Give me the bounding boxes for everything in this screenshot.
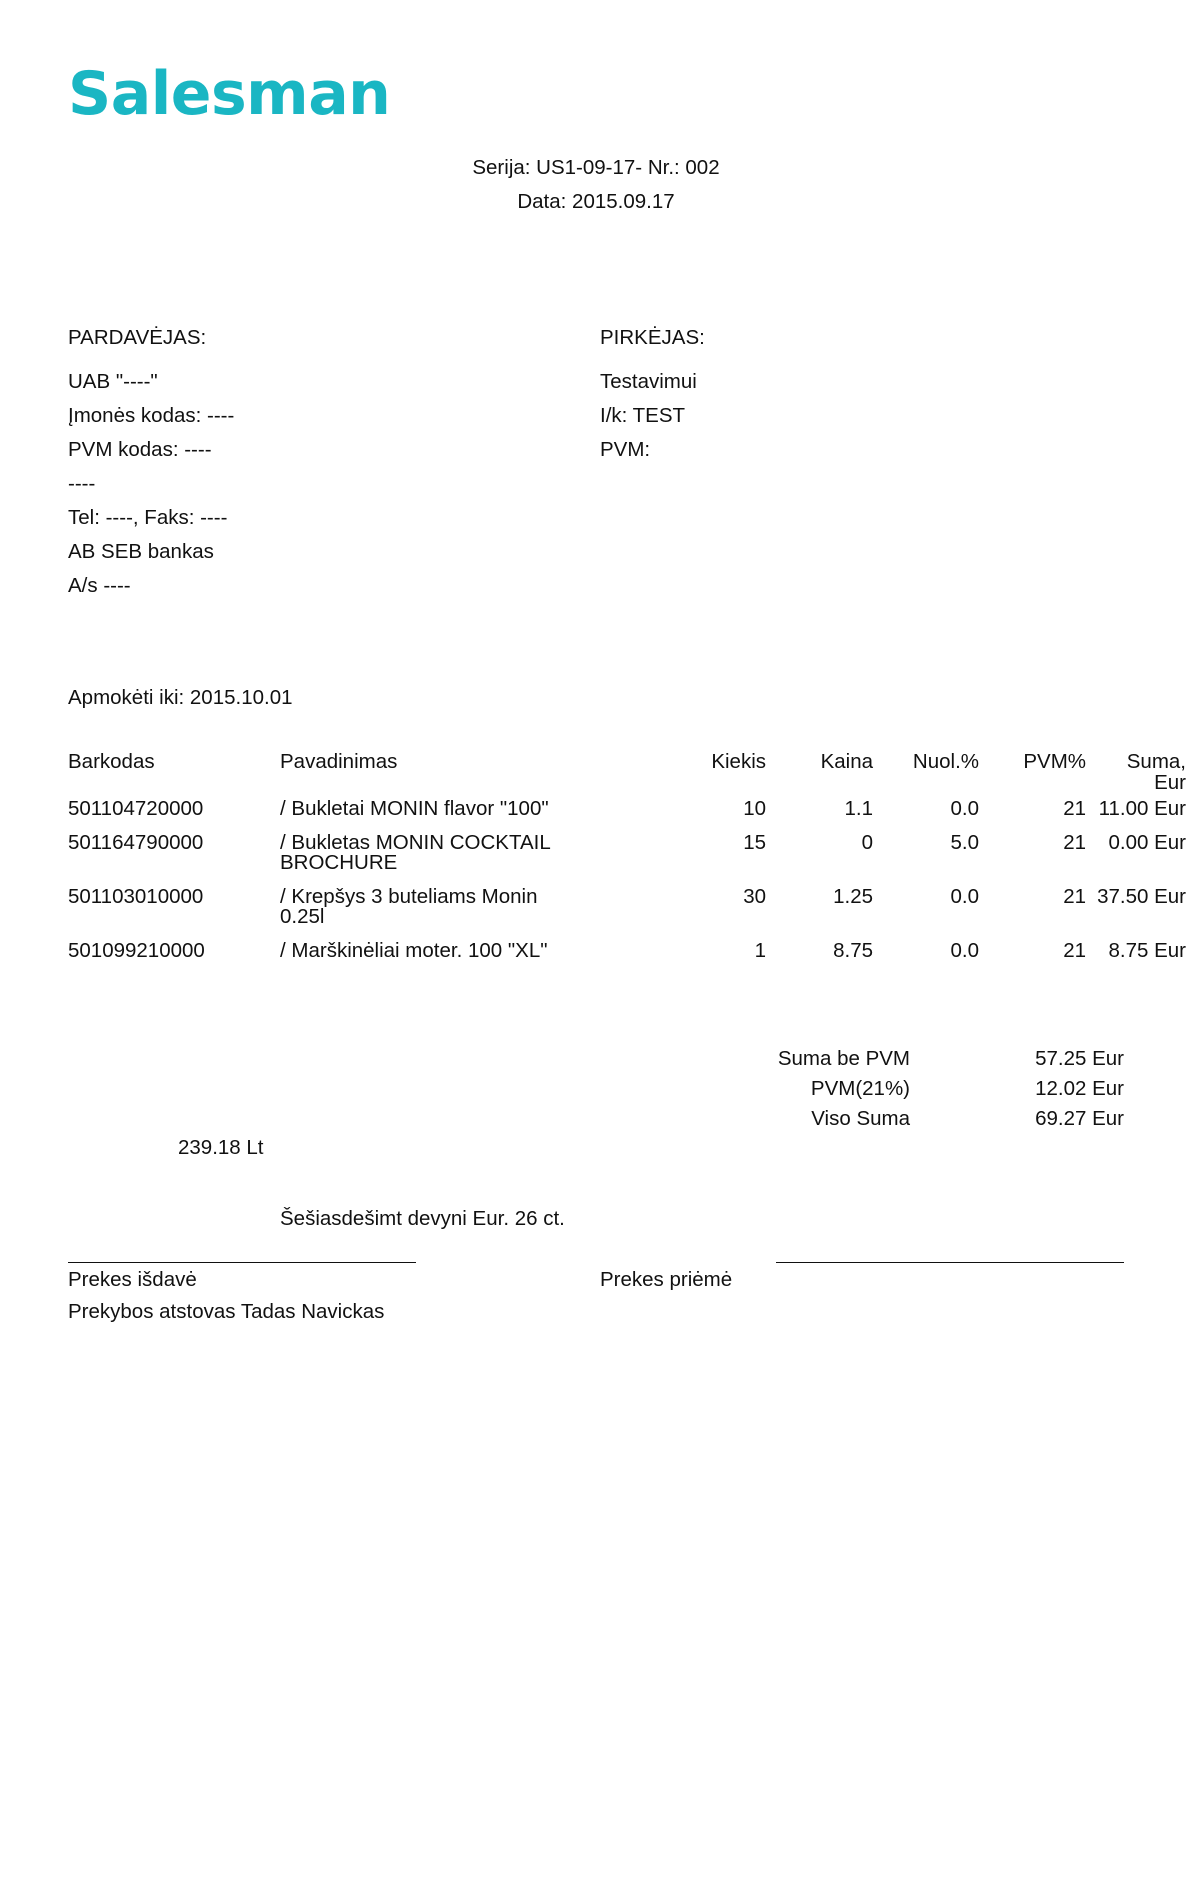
seller-line: ----	[68, 472, 96, 495]
cell-qty: 1	[754, 938, 766, 962]
total-label-vat: PVM(21%)	[810, 1077, 910, 1100]
col-vat: PVM%	[1023, 750, 1086, 773]
buyer-line: PVM:	[600, 438, 651, 461]
invoice-date: Data: 2015.09.17	[517, 190, 675, 213]
signature-line-receiver	[776, 1262, 1124, 1263]
cell-sum: 0.00 Eur	[1108, 830, 1186, 854]
seller-line: UAB "----"	[68, 370, 158, 393]
cell-name: / Bukletas MONIN COCKTAIL BROCHURE	[280, 830, 550, 874]
total-value-grand: 69.27 Eur	[1035, 1107, 1124, 1130]
col-sum-unit: Eur	[1154, 770, 1186, 794]
cell-price: 1.25	[833, 884, 873, 908]
cell-vat: 21	[1063, 797, 1086, 820]
cell-sum: 11.00 Eur	[1098, 797, 1186, 820]
total-value-net: 57.25 Eur	[1035, 1047, 1124, 1070]
cell-price: 1.1	[844, 797, 873, 820]
cell-vat: 21	[1063, 830, 1086, 854]
col-sum	[1086, 752, 1186, 799]
seller-line: Tel: ----, Faks: ----	[68, 506, 228, 529]
seller-line: PVM kodas: ----	[68, 438, 212, 461]
table-row	[68, 799, 1186, 833]
cell-price: 0	[861, 830, 873, 854]
seller-line: Įmonės kodas: ----	[68, 404, 235, 427]
cell-discount: 5.0	[950, 830, 979, 854]
cell-barcode: 501104720000	[68, 797, 204, 820]
totals-values	[960, 1047, 1124, 1137]
issued-by-label: Prekes išdavė	[68, 1268, 197, 1291]
buyer-heading: PIRKĖJAS:	[600, 326, 705, 349]
cell-barcode: 501164790000	[68, 830, 204, 854]
cell-discount: 0.0	[950, 884, 979, 908]
cell-name: / Krepšys 3 buteliams Monin 0.25l	[280, 884, 538, 928]
cell-qty: 15	[743, 830, 766, 854]
col-price: Kaina	[820, 750, 873, 773]
sales-representative: Prekybos atstovas Tadas Navickas	[68, 1300, 385, 1323]
cell-barcode: 501099210000	[68, 938, 205, 962]
litas-amount: 239.18 Lt	[178, 1136, 264, 1159]
items-table	[68, 752, 1186, 974]
table-row	[68, 833, 1186, 887]
total-value-vat: 12.02 Eur	[1035, 1077, 1124, 1100]
seller-line: AB SEB bankas	[68, 540, 214, 563]
cell-sum: 8.75 Eur	[1108, 938, 1186, 962]
cell-discount: 0.0	[950, 938, 979, 962]
invoice-series: Serija: US1-09-17- Nr.: 002	[472, 156, 720, 179]
buyer-line: Testavimui	[600, 370, 697, 393]
signature-line-issuer	[68, 1262, 416, 1263]
table-header-row	[68, 752, 1186, 799]
seller-line: A/s ----	[68, 574, 131, 597]
totals-labels	[700, 1047, 910, 1137]
cell-barcode: 501103010000	[68, 884, 204, 908]
amount-in-words: Šešiasdešimt devyni Eur. 26 ct.	[280, 1207, 565, 1230]
col-sum-label: Suma,	[1126, 750, 1186, 773]
cell-qty: 10	[743, 797, 766, 820]
buyer-line: I/k: TEST	[600, 404, 686, 427]
cell-vat: 21	[1063, 938, 1086, 962]
cell-vat: 21	[1063, 884, 1086, 908]
due-date: Apmokėti iki: 2015.10.01	[68, 686, 293, 709]
table-row	[68, 941, 1186, 975]
cell-price: 8.75	[833, 938, 873, 962]
cell-sum: 37.50 Eur	[1097, 884, 1186, 908]
seller-block	[68, 326, 568, 608]
col-qty: Kiekis	[711, 750, 766, 773]
total-label-net: Suma be PVM	[777, 1047, 910, 1070]
col-discount: Nuol.%	[912, 750, 979, 773]
cell-name: / Bukletai MONIN flavor "100"	[280, 797, 549, 820]
total-label-grand: Viso Suma	[811, 1107, 910, 1130]
cell-qty: 30	[743, 884, 766, 908]
cell-discount: 0.0	[950, 797, 979, 820]
company-logo: Salesman	[68, 59, 391, 129]
table-row	[68, 887, 1186, 941]
cell-name: / Marškinėliai moter. 100 "XL"	[280, 938, 548, 962]
received-by-label: Prekes priėmė	[600, 1268, 733, 1291]
buyer-block	[600, 326, 1100, 472]
col-name: Pavadinimas	[280, 750, 398, 773]
col-barcode: Barkodas	[68, 750, 155, 773]
seller-heading: PARDAVĖJAS:	[68, 326, 207, 349]
